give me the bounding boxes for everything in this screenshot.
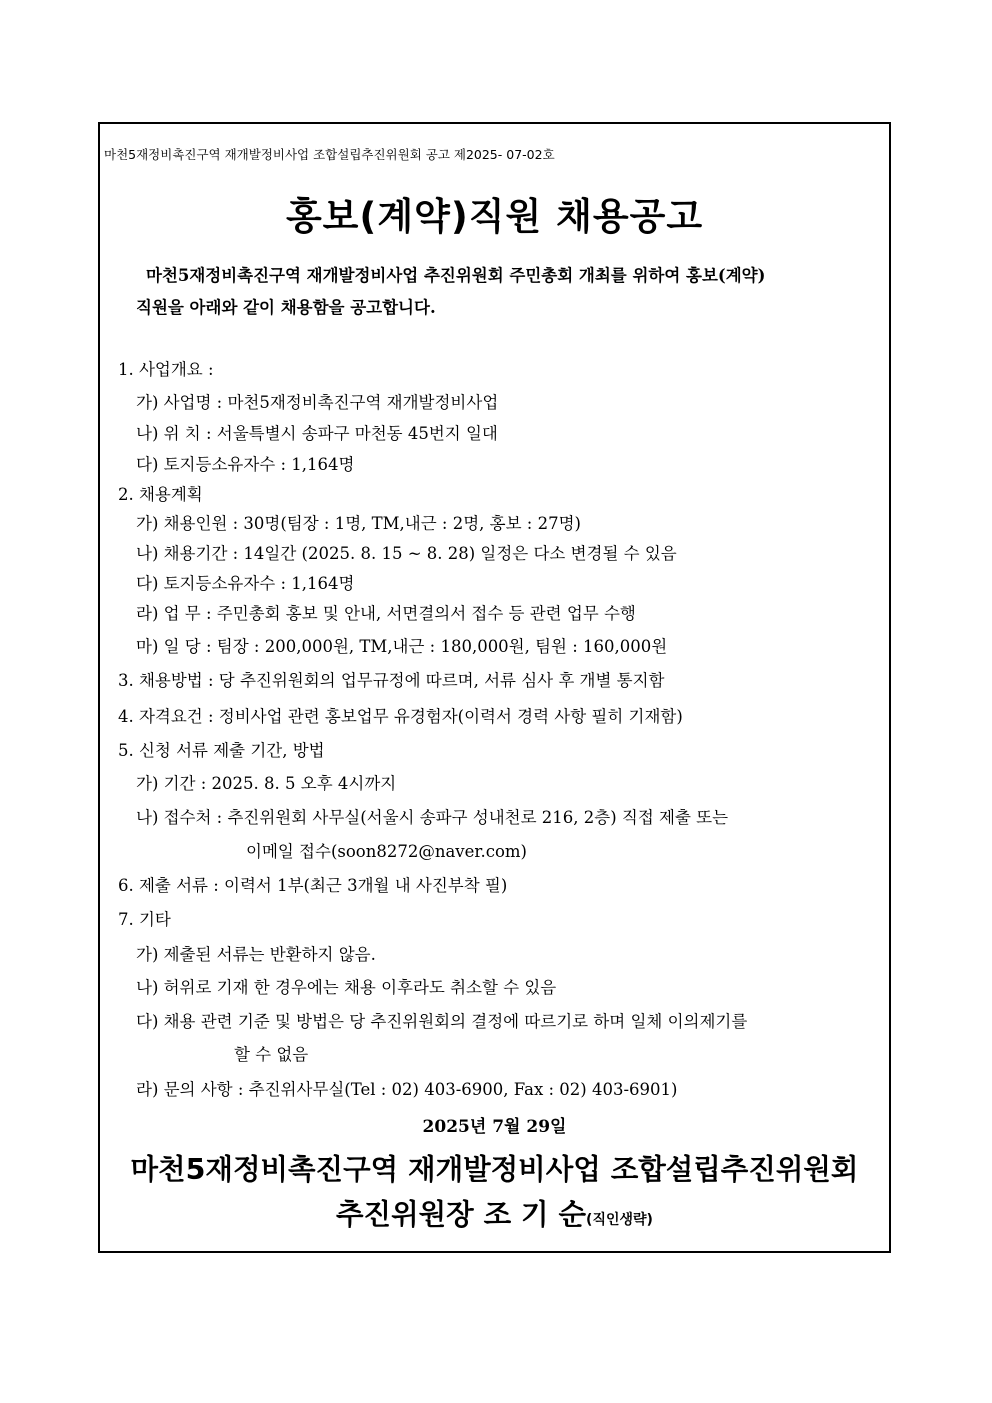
section-1-heading: 1. 사업개요 : <box>118 360 214 379</box>
list-item: 가) 채용인원 : 30명(팀장 : 1명, TM,내근 : 2명, 홍보 : 27명) <box>136 514 581 533</box>
list-item: 나) 위 치 : 서울특별시 송파구 마천동 45번지 일대 <box>136 424 498 443</box>
section-6-heading: 6. 제출 서류 : 이력서 1부(최근 3개월 내 사진부착 필) <box>118 876 508 895</box>
notice-number: 마천5재정비촉진구역 재개발정비사업 조합설립추진위원회 공고 제2025- 07-02호 <box>104 147 555 162</box>
section-3-heading: 3. 채용방법 : 당 추진위원회의 업무규정에 따르며, 서류 심사 후 개별 통지함 <box>118 671 665 690</box>
list-item: 나) 허위로 기재 한 경우에는 채용 이후라도 취소할 수 있음 <box>136 978 557 997</box>
list-item: 다) 토지등소유자수 : 1,164명 <box>136 455 355 474</box>
list-item: 나) 접수처 : 추진위원회 사무실(서울시 송파구 성내천로 216, 2층) 직접 제출 또는 <box>136 808 729 827</box>
chairman-signature-line <box>98 1192 891 1233</box>
seal-omitted-note: (직인생략) <box>586 1212 653 1228</box>
section-5-heading: 5. 신청 서류 제출 기간, 방법 <box>118 741 325 760</box>
list-item: 라) 업 무 : 주민총회 홍보 및 안내, 서면결의서 접수 등 관련 업무 수행 <box>136 604 636 623</box>
list-item: 라) 문의 사항 : 추진위사무실(Tel : 02) 403-6900, Fax : 02) 403-6901) <box>136 1080 678 1099</box>
intro-line-2: 직원을 아래와 같이 채용함을 공고합니다. <box>136 298 436 317</box>
organization-name: 마천5재정비촉진구역 재개발정비사업 조합설립추진위원회 <box>130 1153 859 1186</box>
notice-date: 2025년 7월 29일 <box>422 1117 567 1137</box>
list-item: 가) 사업명 : 마천5재정비촉진구역 재개발정비사업 <box>136 393 499 412</box>
list-item-continued: 할 수 없음 <box>234 1045 309 1064</box>
section-4-heading: 4. 자격요건 : 정비사업 관련 홍보업무 유경험자(이력서 경력 사항 필히 기재함) <box>118 707 683 726</box>
intro-line-1: 마천5재정비촉진구역 재개발정비사업 추진위원회 주민총회 개최를 위하여 홍보(계약) <box>146 266 766 285</box>
list-item: 가) 기간 : 2025. 8. 5 오후 4시까지 <box>136 774 397 793</box>
section-7-heading: 7. 기타 <box>118 910 171 929</box>
list-item: 다) 토지등소유자수 : 1,164명 <box>136 574 355 593</box>
page-title: 홍보(계약)직원 채용공고 <box>285 195 704 238</box>
list-item: 다) 채용 관련 기준 및 방법은 당 추진위원회의 결정에 따르기로 하며 일체 이의제기를 <box>136 1012 748 1031</box>
list-item-continued: 이메일 접수(soon8272@naver.com) <box>246 842 527 861</box>
list-item: 가) 제출된 서류는 반환하지 않음. <box>136 945 376 964</box>
list-item: 나) 채용기간 : 14일간 (2025. 8. 15 ~ 8. 28) 일정은 다소 변경될 수 있음 <box>136 544 677 563</box>
list-item: 마) 일 당 : 팀장 : 200,000원, TM,내근 : 180,000원, 팀원 : 160,000원 <box>136 637 668 656</box>
chairman-name: 추진위원장 조 기 순 <box>336 1198 587 1231</box>
section-2-heading: 2. 채용계획 <box>118 485 203 504</box>
